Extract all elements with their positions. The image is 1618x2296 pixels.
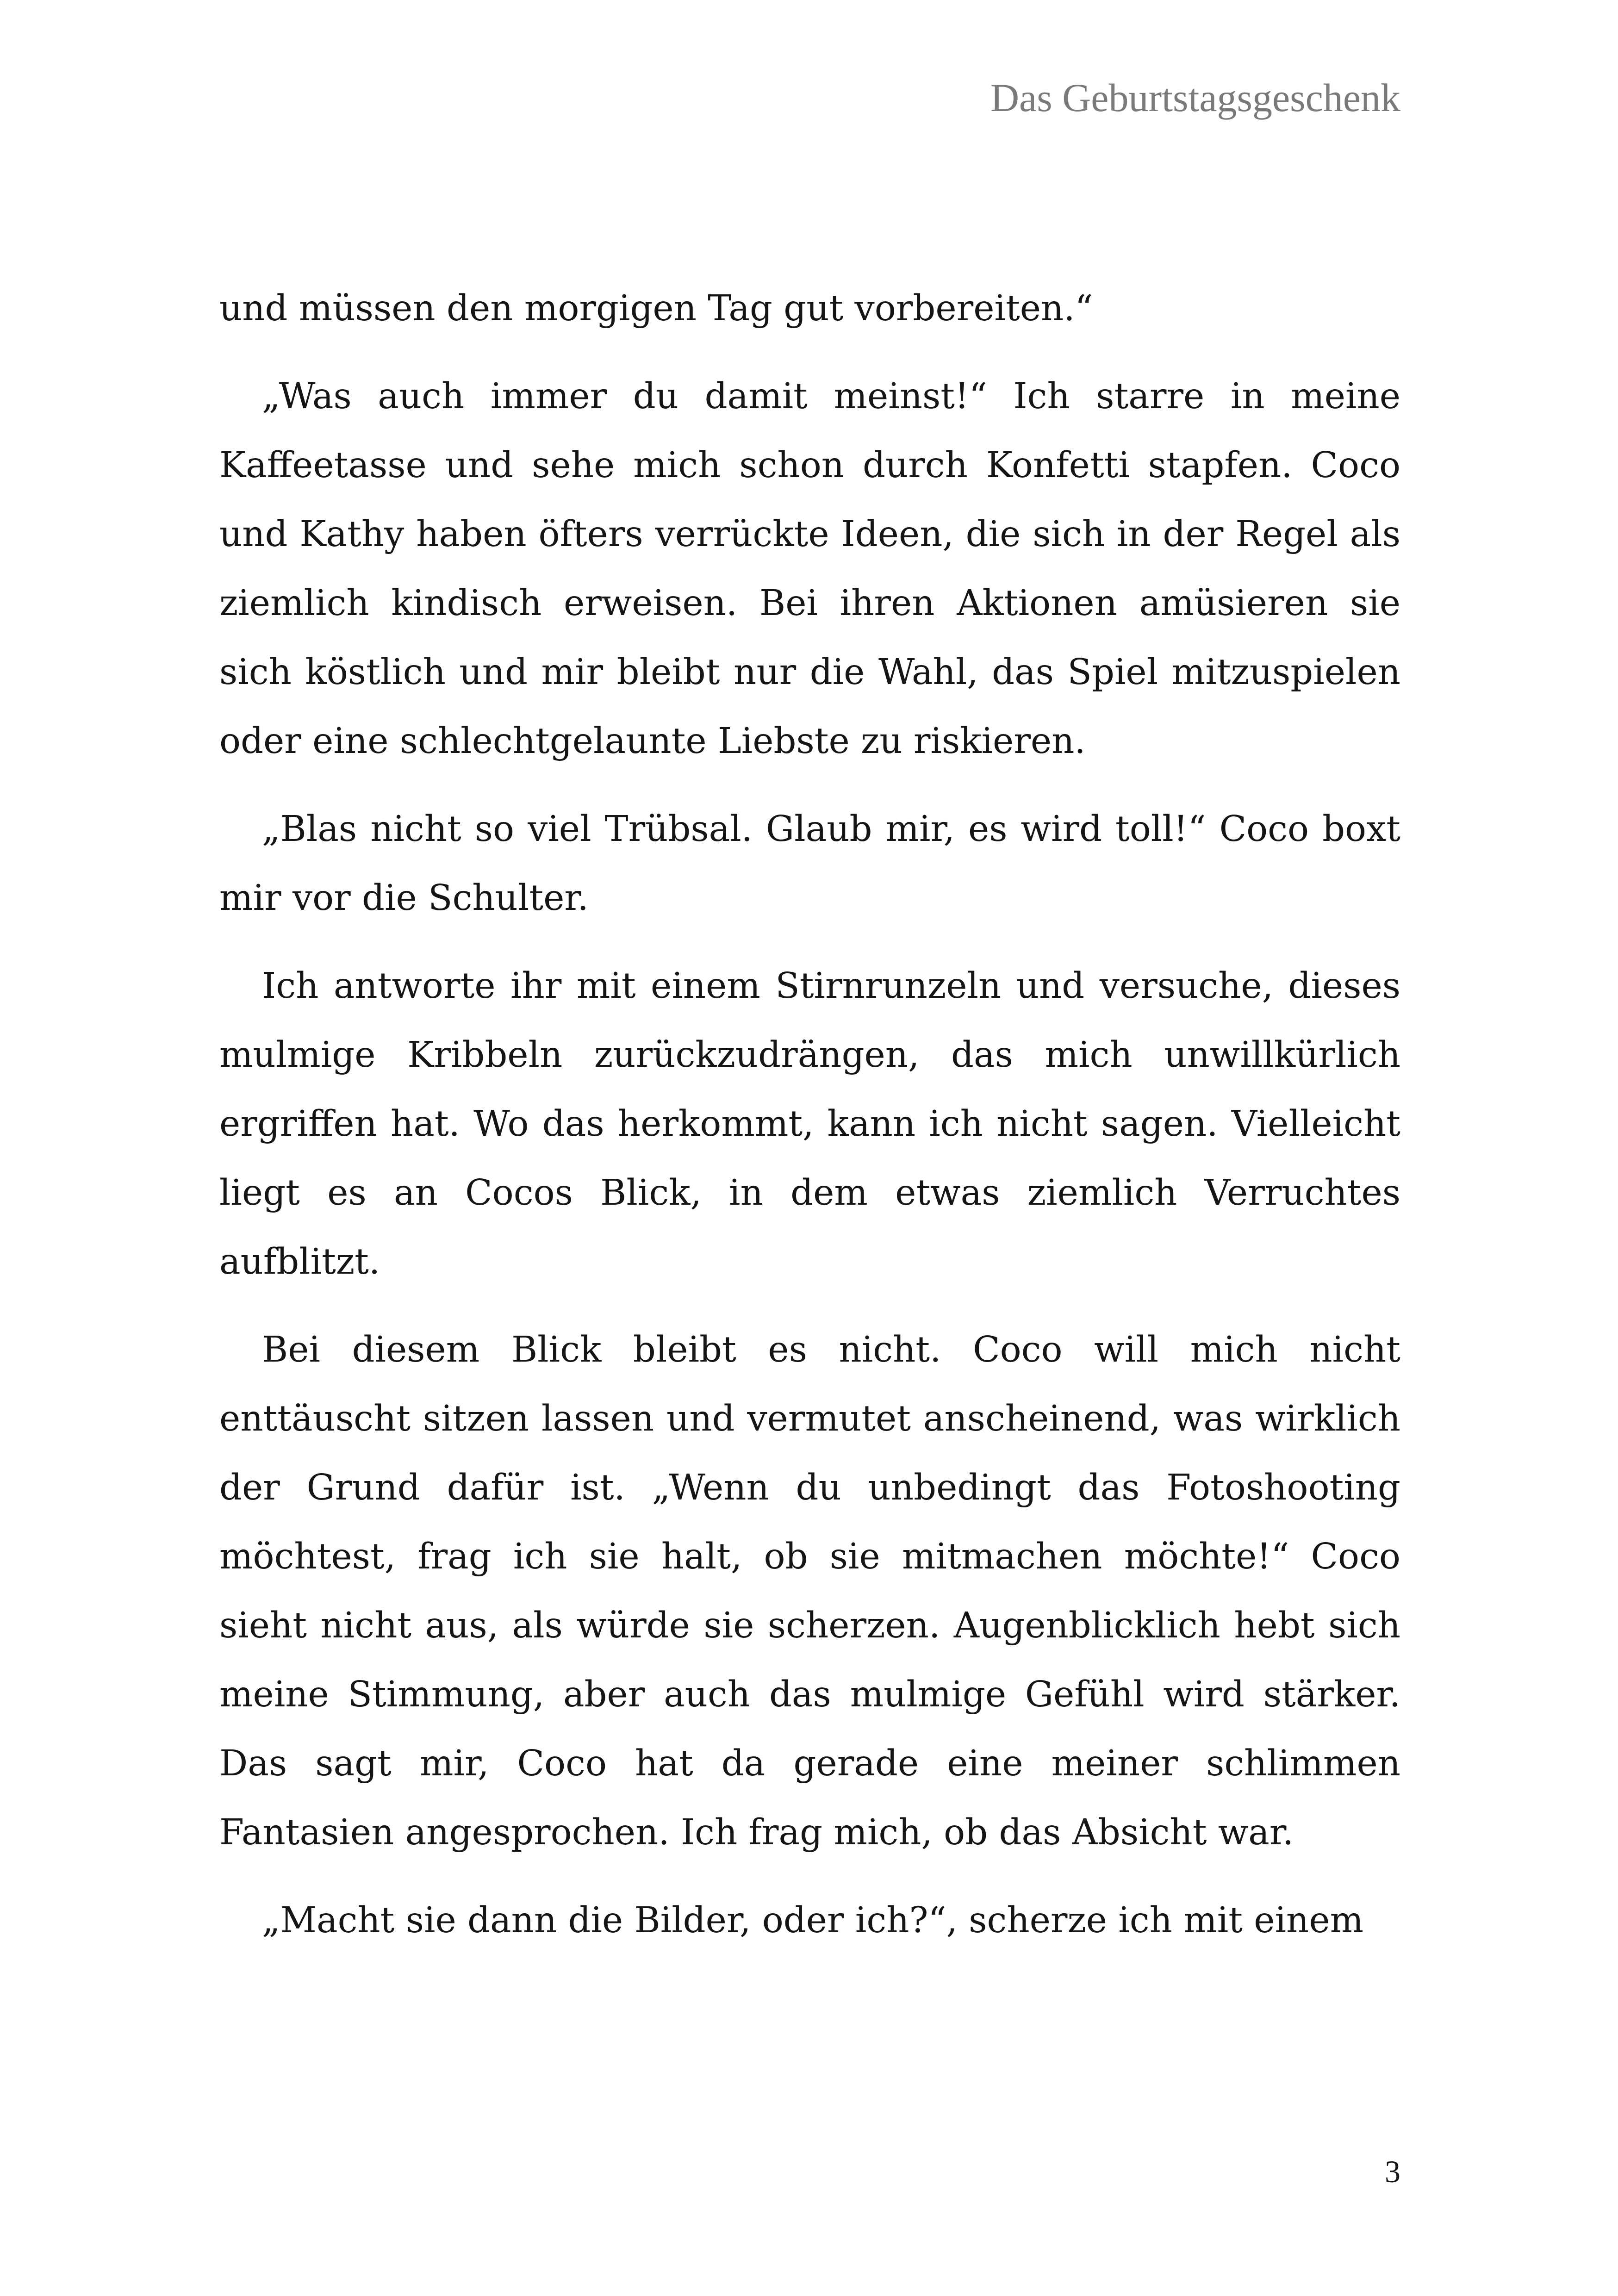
paragraph: Bei diesem Blick bleibt es nicht. Coco will mich nicht enttäuscht sitzen lassen und vermutet anscheinend, was wirklich der Grund dafür ist. „Wenn du unbedingt das Fotoshooting möchtest, frag ich sie halt, ob sie mitmachen möchte!“ Coco sieht nicht aus, als würde sie scherzen. Augenblicklich hebt sich meine Stimmung, aber auch das mulmige Gefühl wird stärker. Das sagt mir, Coco hat da gerade eine meiner schlimmen Fantasien angesprochen. Ich frag mich, ob das Absicht war. <box>219 1329 1400 1853</box>
paragraph: „Was auch immer du damit meinst!“ Ich starre in meine Kaffeetasse und sehe mich schon durch Konfetti stapfen. Coco und Kathy haben öfters verrückte Ideen, die sich in der Regel als ziemlich kindisch erweisen. Bei ihren Aktionen amüsieren sie sich köstlich und mir bleibt nur die Wahl, das Spiel mitzuspielen oder eine schlechtgelaunte Liebste zu riskieren. <box>219 376 1400 762</box>
body-text <box>219 274 1400 1974</box>
paragraph: „Blas nicht so viel Trübsal. Glaub mir, es wird toll!“ Coco boxt mir vor die Schulter. <box>219 809 1400 919</box>
running-header: Das Geburtstagsgeschenk <box>990 75 1400 120</box>
paragraph: Ich antworte ihr mit einem Stirnrunzeln und versuche, dieses mulmige Kribbeln zurückzudrängen, das mich unwillkürlich ergriffen hat. Wo das herkommt, kann ich nicht sagen. Vielleicht liegt es an Cocos Blick, in dem etwas ziemlich Verruchtes aufblitzt. <box>219 965 1400 1282</box>
paragraph: „Macht sie dann die Bilder, oder ich?“, scherze ich mit einem <box>262 1900 1364 1941</box>
page-number: 3 <box>1385 2154 1400 2189</box>
paragraph-continuation: und müssen den morgigen Tag gut vorbereiten.“ <box>219 288 1093 329</box>
